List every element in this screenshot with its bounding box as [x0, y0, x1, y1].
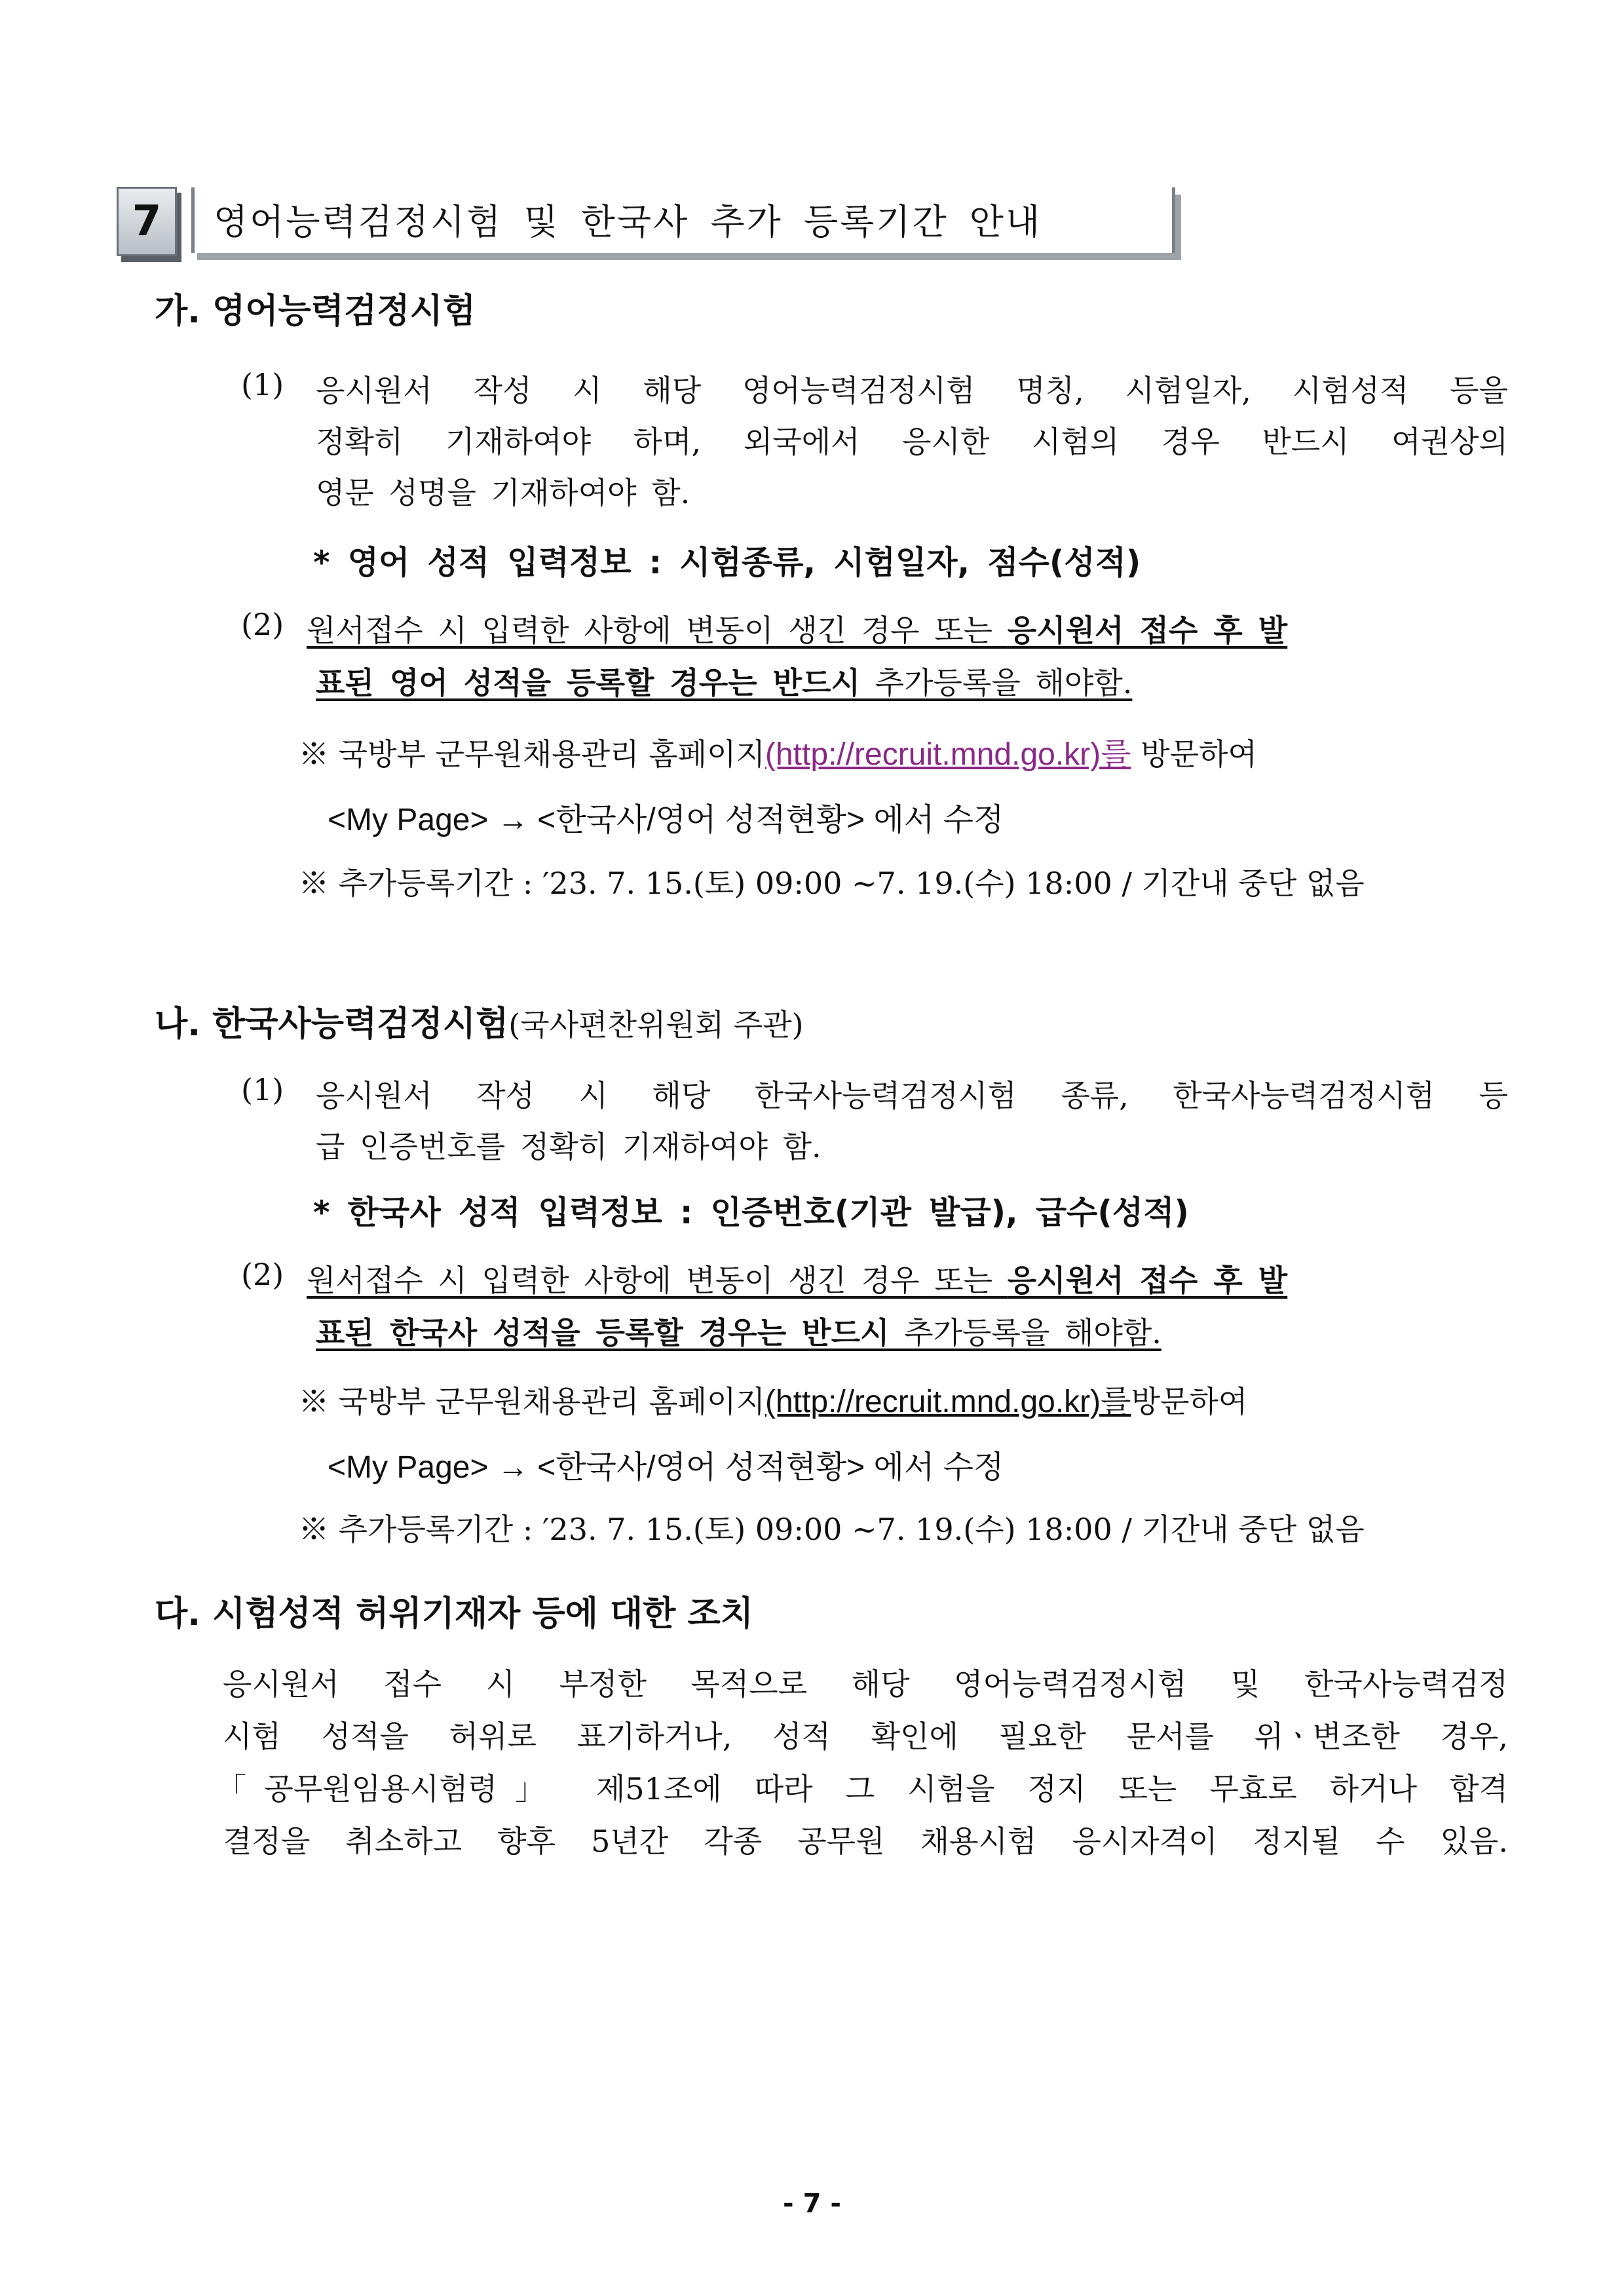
english-score-info: * 영어 성적 입력정보 : 시험종류, 시험일자, 점수(성적): [313, 544, 1141, 581]
recruit-link[interactable]: (http://recruit.mnd.go.kr)를: [765, 1385, 1131, 1419]
item-marker: (2): [241, 1257, 284, 1292]
paragraph-line: 급 인증번호를 정확히 기재하여야 함.: [316, 1129, 821, 1164]
paragraph-line: [307, 607, 1508, 650]
paragraph-line: [316, 1309, 1161, 1352]
registration-period: ※ 추가등록기간 : ′23. 7. 15.(토) 09:00 ∼7. 19.(수) 18:00 / 기간내 중단 없음: [299, 866, 1365, 901]
section-heading-na: [155, 996, 804, 1045]
paragraph-line: 결정을 취소하고 향후 5년간 각종 공무원 채용시험 응시자격이 정지될 수 있음.: [223, 1824, 1508, 1859]
paragraph-line: 정확히 기재하여야 하며, 외국에서 응시한 시험의 경우 반드시 여권상의: [316, 424, 1508, 459]
item-marker: (1): [241, 367, 284, 402]
paragraph-line: [307, 1257, 1508, 1300]
homepage-note: [299, 729, 1257, 774]
emphasis-text: 표된 한국사 성적을 등록할 경우는 반드시: [316, 1315, 890, 1350]
note-prefix: ※ 국방부 군무원채용관리 홈페이지: [299, 1384, 765, 1419]
paragraph-line: 응시원서 작성 시 해당 영어능력검정시험 명칭, 시험일자, 시험성적 등을: [316, 373, 1508, 408]
note-suffix: 방문하여: [1131, 1384, 1248, 1419]
paragraph-line: 「공무원임용시험령」 제51조에 따라 그 시험을 정지 또는 무효로 하거나 합격: [216, 1771, 1508, 1807]
paragraph-line: 응시원서 접수 시 부정한 목적으로 해당 영어능력검정시험 및 한국사능력검정: [223, 1666, 1508, 1702]
section-number: 7: [132, 197, 162, 246]
note-prefix: ※ 국방부 군무원채용관리 홈페이지: [299, 737, 765, 772]
recruit-link[interactable]: (http://recruit.mnd.go.kr)를: [765, 737, 1131, 772]
heading-text: 나. 한국사능력검정시험: [155, 1004, 509, 1044]
section-heading-ga: 가. 영어능력검정시험: [155, 292, 476, 331]
text-span: 원서접수 시 입력한 사항에 변동이 생긴 경우 또는: [307, 613, 1008, 648]
note-suffix: 방문하여: [1131, 737, 1257, 772]
paragraph-line: 영문 성명을 기재하여야 함.: [316, 475, 690, 510]
text-span: 추가등록을 해야함.: [889, 1315, 1161, 1350]
page-title: 영어능력검정시험 및 한국사 추가 등록기간 안내: [214, 201, 1042, 242]
item-marker: (2): [241, 607, 284, 642]
paragraph-line: [316, 659, 1132, 702]
page-number: - 7 -: [783, 2189, 841, 2219]
mypage-path: <My Page> → <한국사/영어 성적현황> 에서 수정: [328, 803, 1004, 837]
mypage-path: <My Page> → <한국사/영어 성적현황> 에서 수정: [328, 1450, 1004, 1485]
paragraph-line: 응시원서 작성 시 해당 한국사능력검정시험 종류, 한국사능력검정시험 등: [316, 1078, 1508, 1113]
text-span: 추가등록을 해야함.: [860, 665, 1133, 700]
section-number-box: [117, 187, 177, 256]
paragraph-line: 시험 성적을 허위로 표기하거나, 성적 확인에 필요한 문서를 위ㆍ변조한 경우,: [223, 1719, 1508, 1754]
registration-period: ※ 추가등록기간 : ′23. 7. 15.(토) 09:00 ∼7. 19.(수) 18:00 / 기간내 중단 없음: [299, 1512, 1365, 1547]
emphasis-text: 응시원서 접수 후 발: [1007, 613, 1288, 648]
text-span: 원서접수 시 입력한 사항에 변동이 생긴 경우 또는: [307, 1263, 1008, 1298]
heading-subtext: (국사편찬위원회 주관): [508, 1007, 804, 1043]
item-marker: (1): [241, 1072, 284, 1107]
korean-history-score-info: * 한국사 성적 입력정보 : 인증번호(기관 발급), 급수(성적): [313, 1194, 1189, 1231]
homepage-note: [299, 1376, 1247, 1421]
section-heading-da: 다. 시험성적 허위기재자 등에 대한 조치: [155, 1594, 753, 1634]
emphasis-text: 응시원서 접수 후 발: [1007, 1263, 1288, 1298]
emphasis-text: 표된 영어 성적을 등록할 경우는 반드시: [316, 665, 861, 700]
